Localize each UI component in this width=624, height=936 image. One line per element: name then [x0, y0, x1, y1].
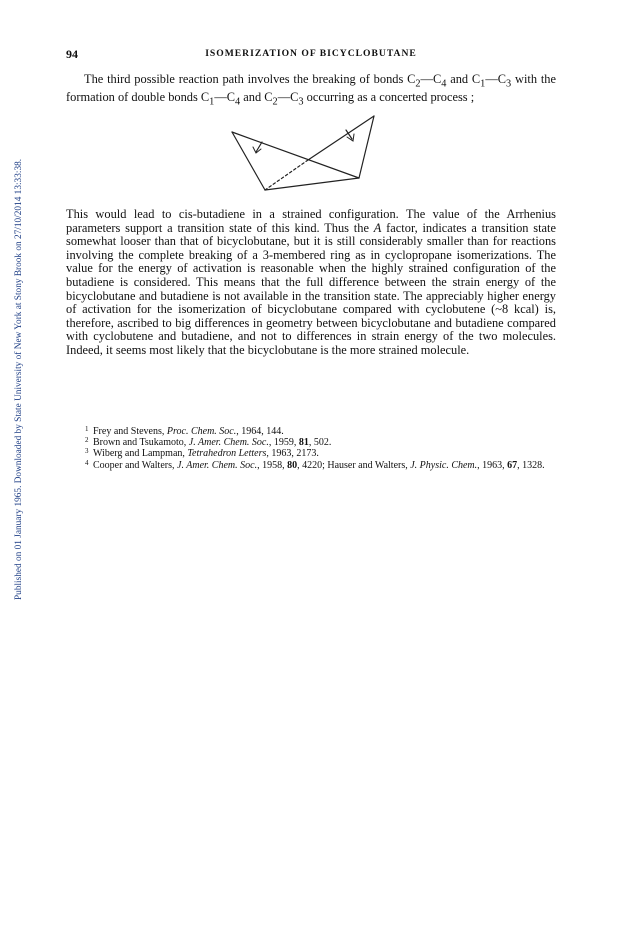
bond-right-upper [308, 116, 374, 160]
body-paragraph: This would lead to cis-butadiene in a strained configuration. The value of the Arrhenius parameters support a transition state of this kind. Thus the A factor, indicates a transition state somewhat looser than that of bicyclobutane, but it is still considerably smaller than for reactions involving the complete breaking of a 3-membered ring as in cyclopropane isomerizations. The value for the energy of activation is reasonable when the highly strained configuration of the butadiene is considered. This means that the full difference between the strain energy of the bicyclobutane and butadiene is not available in the transition state. The appreciably higher energy of activation for the isomerization of bicyclobutane compared with cyclobutene (~8 kcal) is, therefore, ascribed to big differences in geometry between bicyclobutane and butadiene compared with cyclobutene and butadiene, and not to differences in strain energy of the two molecules. Indeed, it seems most likely that the bicyclobutane is the more strained molecule. [66, 207, 556, 357]
page-number: 94 [66, 47, 78, 61]
reference-1: 1 Frey and Stevens, Proc. Chem. Soc., 1964, 144. [85, 425, 284, 437]
bond-left-lower [232, 132, 265, 190]
reference-3: 3 Wiberg and Lampman, Tetrahedron Letters, 1963, 2173. [85, 447, 319, 460]
transition-state-diagram [228, 112, 384, 194]
intro-paragraph: The third possible reaction path involves the breaking of bonds $C_2—C_4$ and $C_1—C_3$ with the formation of double bonds $C_1—C_4$ and $C_2—C_3$ occurring as a concerted process ; [66, 72, 556, 108]
reference-4: 4 Cooper and Walters, J. Amer. Chem. Soc., 1958, 80, 4220; Hauser and Walters, J. Physic. Chem., 1963, 67, 1328. [85, 458, 545, 471]
reference-2: 2 Brown and Tsukamoto, J. Amer. Chem. Soc., 1959, 81, 502. [85, 436, 332, 449]
running-title: ISOMERIZATION OF BICYCLOBUTANE [205, 48, 417, 59]
page-header [66, 47, 556, 63]
download-watermark: Published on 01 January 1965. Downloaded by State University of New York at Stony Brook on 27/10/2014 13:33:38. [14, 158, 24, 600]
references-list [85, 426, 565, 471]
bond-right-lower [359, 116, 374, 178]
